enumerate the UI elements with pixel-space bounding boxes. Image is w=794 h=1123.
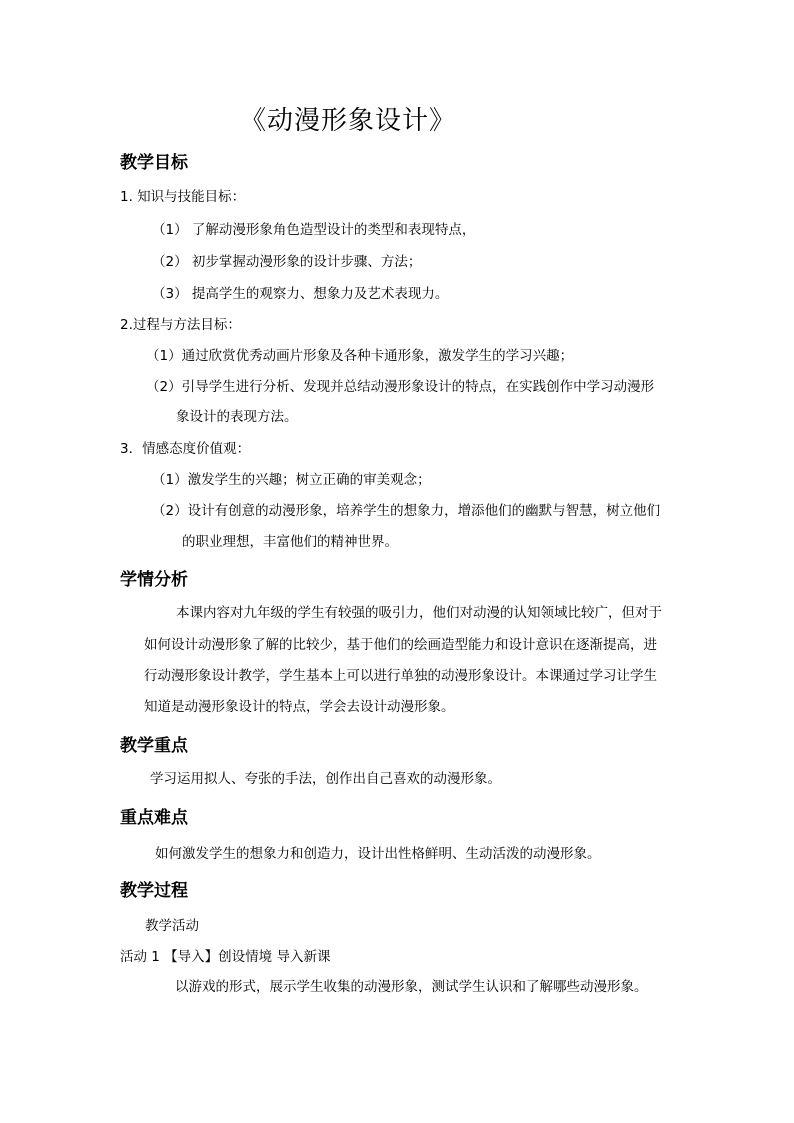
analysis-line-1: 本课内容对九年级的学生有较强的吸引力，他们对动漫的认知领域比较广，但对于 (176, 605, 662, 621)
activity-label: 教学活动 (145, 918, 199, 934)
activity-1-text: 以游戏的形式，展示学生收集的动漫形象，测试学生认识和了解哪些动漫形象。 (175, 979, 648, 995)
heading-difficulty: 重点难点 (120, 808, 188, 828)
objective-2-label: 2.过程与方法目标： (120, 317, 241, 333)
objective-3-sub-2: （2）设计有创意的动漫形象，培养学生的想象力，增添他们的幽默与智慧，树立他们 (152, 503, 661, 519)
objective-1-sub-3: （3） 提高学生的观察力、想象力及艺术表现力。 (152, 286, 449, 302)
heading-focus: 教学重点 (120, 736, 188, 756)
objective-1-sub-1: （1） 了解动漫形象角色造型设计的类型和表现特点， (152, 222, 476, 238)
objective-1-label: 1. 知识与技能目标： (120, 189, 246, 205)
objective-3-sub-2-cont: 的职业理想，丰富他们的精神世界。 (182, 534, 398, 550)
analysis-line-3: 行动漫形象设计教学，学生基本上可以进行单独的动漫形象设计。本课通过学习让学生 (144, 668, 657, 684)
heading-process: 教学过程 (120, 881, 188, 901)
focus-text: 学习运用拟人、夸张的手法，创作出自己喜欢的动漫形象。 (150, 771, 501, 787)
analysis-line-4: 知道是动漫形象设计的特点，学会去设计动漫形象。 (144, 699, 455, 715)
heading-analysis: 学情分析 (120, 570, 188, 590)
document-title: 《动漫形象设计》 (240, 106, 457, 136)
analysis-line-2: 如何设计动漫形象了解的比较少，基于他们的绘画造型能力和设计意识在逐渐提高，进 (144, 637, 657, 653)
objective-2-sub-1: （1）通过欣赏优秀动画片形象及各种卡通形象，激发学生的学习兴趣； (146, 348, 574, 364)
objective-3-label: 3．情感态度价值观： (120, 441, 251, 457)
objective-3-sub-1: （1）激发学生的兴趣；树立正确的审美观念； (152, 472, 431, 488)
heading-objectives: 教学目标 (120, 153, 188, 173)
objective-1-sub-2: （2） 初步掌握动漫形象的设计步骤、方法； (152, 254, 422, 270)
objective-2-sub-2: （2）引导学生进行分析、发现并总结动漫形象设计的特点，在实践创作中学习动漫形 (146, 379, 655, 395)
activity-1-title: 活动 1 【导入】创设情境 导入新课 (120, 949, 331, 965)
objective-2-sub-2-cont: 象设计的表现方法。 (176, 409, 298, 425)
difficulty-text: 如何激发学生的想象力和创造力，设计出性格鲜明、生动活泼的动漫形象。 (155, 846, 601, 862)
